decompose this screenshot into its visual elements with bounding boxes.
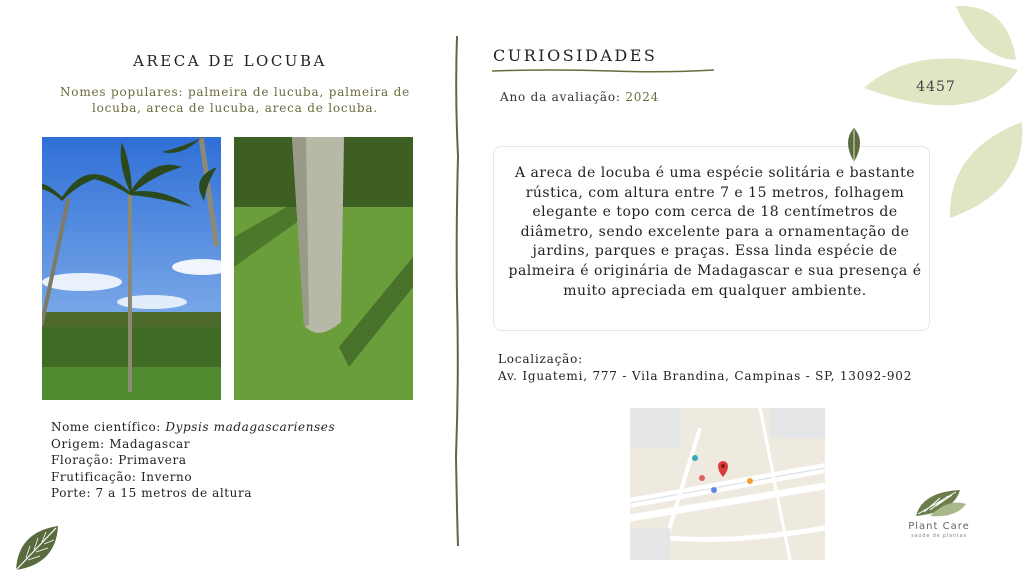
flowering-row: Floração: Primavera <box>51 453 187 467</box>
leaf-icon <box>842 126 866 166</box>
year-label: Ano da avaliação: <box>500 90 626 104</box>
scientific-name-value: Dypsis madagascarienses <box>165 420 336 434</box>
logo-tagline: saúde de plantas <box>911 533 967 539</box>
leaf-icon <box>8 520 64 576</box>
year-value: 2024 <box>625 90 660 104</box>
size-row: Porte: 7 a 15 metros de altura <box>51 486 253 500</box>
palm-tree-photo <box>42 137 221 400</box>
evaluation-year <box>500 90 659 104</box>
plant-id-number: 4457 <box>916 79 956 95</box>
species-facts <box>51 419 335 502</box>
location-map[interactable] <box>630 408 825 560</box>
location-address: Av. Iguatemi, 777 - Vila Brandina, Campinas - SP, 13092-902 <box>498 369 913 383</box>
fruiting-row: Frutificação: Inverno <box>51 469 193 484</box>
curiosities-title: CURIOSIDADES <box>493 46 658 65</box>
species-title: ARECA DE LOCUBA <box>133 52 327 70</box>
column-divider <box>452 36 462 546</box>
location-label: Localização: <box>498 352 583 366</box>
popular-names: Nomes populares: palmeira de lucuba, palmeira de locuba, areca de lucuba, areca de locuba. <box>60 85 410 115</box>
logo-name: Plant Care <box>908 521 970 532</box>
leaf-icon <box>858 0 1024 230</box>
description-text: A areca de locuba é uma espécie solitária e bastante rústica, com altura entre 7 e 15 metros, folhagem elegante e topo com cerca de 18 centímetros de diâmetro, sendo excelente para a ornamentação de jardins, parques e praças. Essa linda espécie de palmeira é originária de Madagascar e sua presença é muito apreciada em qualquer ambiente. <box>508 165 922 299</box>
scientific-name-label: Nome científico: <box>51 420 166 434</box>
scientific-name-row <box>51 419 335 436</box>
origin-row: Origem: Madagascar <box>51 436 191 451</box>
curiosities-underline <box>492 68 714 74</box>
palm-trunk-photo <box>234 137 413 400</box>
